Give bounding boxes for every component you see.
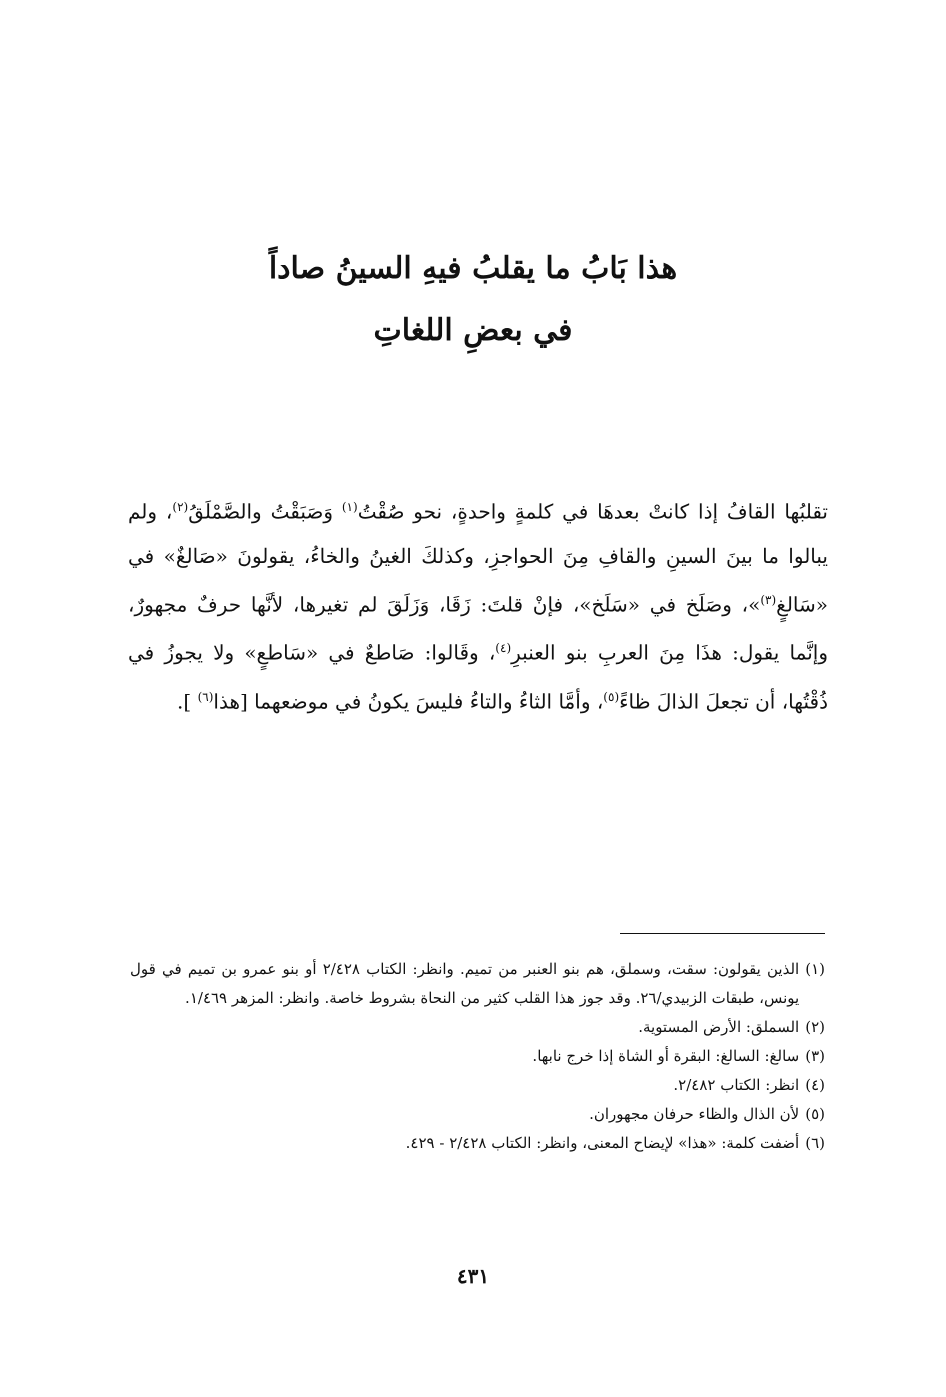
footnote-text: أضفت كلمة: «هذا» لإيضاح المعنى، وانظر: الكتاب ٢/٤٢٨ - ٤٢٩. [405,1134,800,1152]
chapter-title [120,238,826,362]
footnote-text: الذين يقولون: سقت، وسملق، هم بنو العنبر من تميم. وانظر: الكتاب ٢/٤٢٨ أو بنو عمرو بن تميم في قول يونس، طبقات الزبيدي/٢٦. وقد جوز هذا القلب كثير من النحاة بشروط خاصة. وانظر: المزهر ١/٤٦٩. [130,960,800,1007]
paragraph [128,485,828,724]
footnote-2 [130,1013,825,1042]
footnote-3 [130,1042,825,1071]
footnote-text: السملق: الأرض المستوية. [638,1018,800,1036]
footnote-1 [130,955,825,1013]
footnote-number: (٥) [805,1105,825,1123]
footnote-ref-3: (٣) [760,592,777,607]
footnote-number: (٦) [805,1134,825,1152]
footnote-number: (٣) [805,1047,825,1065]
footnote-number: (٤) [805,1076,825,1094]
main-paragraph [128,485,828,724]
footnote-5 [130,1100,825,1129]
text-segment: »، وصَلَخ في «سَلَخ»، فإنْ قلتَ: زَقَا، وَزَلَقَ لم تغيرها، لأنَّها حرفٌ مجهورٌ، وإنَّما يقول: هذَا مِنَ العربِ بنو العنبرِ [128,592,828,665]
page-number: ٤٣١ [456,1264,490,1288]
footnote-number: (١) [805,960,825,978]
footnote-text: انظر: الكتاب ٢/٤٨٢. [673,1076,800,1094]
text-segment: تقلبُها القافُ إذا كانتْ بعدهَا في كلمةٍ واحدةٍ، نحو صُقْتُ [357,499,828,524]
footnote-text: لأن الذال والظاء حرفان مجهوران. [589,1105,800,1123]
text-segment: وَصَبَقْتُ والصَّمْلَقُ [188,499,342,524]
footnote-ref-5: (٥) [603,689,620,704]
footnote-text: سالغ: السالغ: البقرة أو الشاة إذا خرج نابها. [532,1047,800,1065]
text-segment: ، وقَالوا: صَاطعٌ في «سَاطعٍ» ولا يجوزُ في ذُقْتُها، أن تجعلَ الذالَ ظاءً [128,640,828,714]
text-segment: ، ولم يبالوا ما بينَ السينِ والقافِ مِنَ الحواجزِ، وكذلكَ الغينُ والخاءُ، يقولونَ «صَالغٌ» في «سَالغٍ [128,499,828,617]
footnote-ref-2: (٢) [172,500,189,514]
text-segment: ]. [177,689,198,714]
footnote-ref-6: (٦) [197,689,214,704]
footnote-ref-4: (٤) [495,641,512,656]
footnote-divider [620,933,825,934]
chapter-title-line-2: في بعضِ اللغاتِ [373,313,573,348]
footnote-4 [130,1071,825,1100]
chapter-title-line-1: هذا بَابُ ما يقلبُ فيهِ السينُ صاداً [268,251,678,286]
text-segment: ، وأمَّا الثاءُ والتاءُ فليسَ يكونُ في موضعهما [هذا [213,689,604,714]
footnotes [130,955,825,1158]
footnote-number: (٢) [805,1018,825,1036]
footnote-ref-1: (١) [341,500,358,514]
footnote-6 [130,1129,825,1158]
